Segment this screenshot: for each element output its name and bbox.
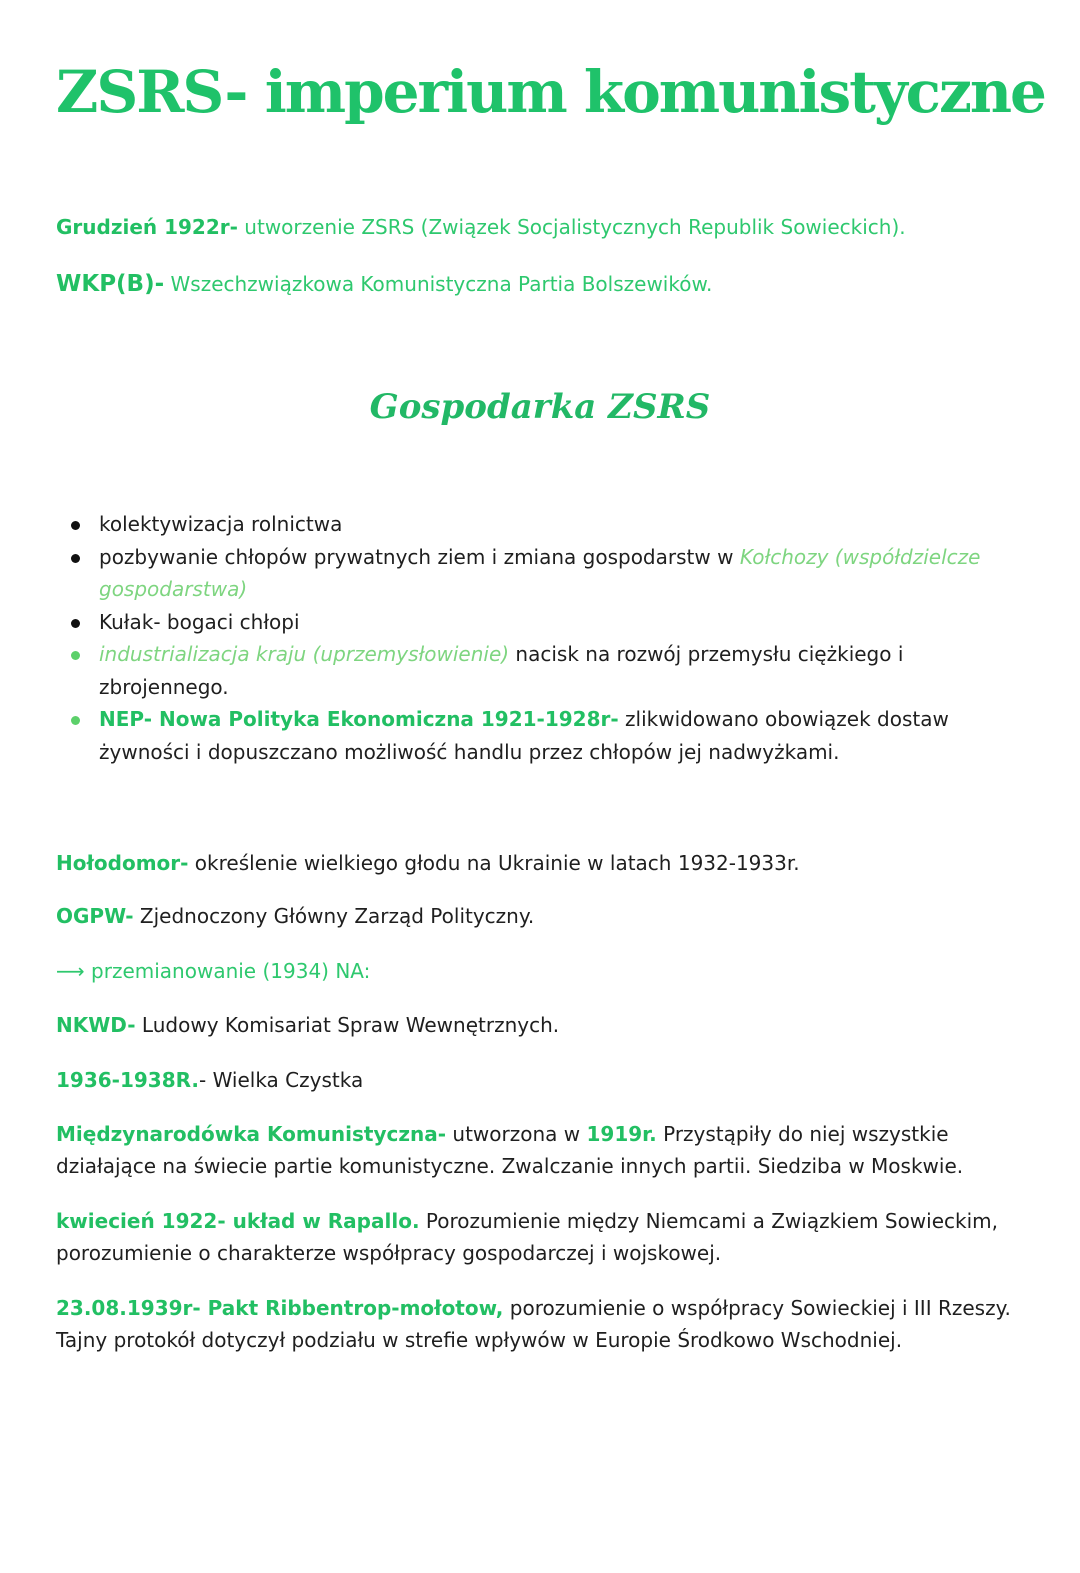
list-item xyxy=(56,508,1026,541)
term-great-purge xyxy=(56,1064,1026,1096)
term-rapallo xyxy=(56,1205,1026,1269)
bullet-highlight: Kołchozy (współdzielcze gospodarstwa) xyxy=(99,544,981,601)
term-definition: Ludowy Komisariat Spraw Wewnętrznych. xyxy=(135,1013,560,1037)
term-definition: określenie wielkiego głodu na Ukrainie w latach 1932-1933r. xyxy=(188,851,800,875)
bullet-text: kolektywizacja rolnictwa xyxy=(99,512,343,536)
term-key: NKWD- xyxy=(56,1013,136,1037)
bullet-text: pozbywanie chłopów prywatnych ziem i zmiana gospodarstw w xyxy=(99,544,740,569)
economy-bullet-list xyxy=(56,508,1026,768)
rename-text: przemianowanie (1934) NA: xyxy=(84,959,371,983)
bullet-text: Kułak- bogaci chłopi xyxy=(99,609,300,634)
term-ogpw xyxy=(56,900,1026,932)
rename-note xyxy=(56,955,1026,987)
bullet-highlight: industrializacja kraju (uprzemysłowienie) xyxy=(99,642,510,666)
bullet-icon xyxy=(71,651,80,660)
term-definition: Wszechzwiązkowa Komunistyczna Partia Bolszewików. xyxy=(164,272,713,296)
term-year: 1919r. xyxy=(586,1122,657,1146)
term-key: WKP(B)- xyxy=(56,271,165,297)
term-definition: utworzenie ZSRS (Związek Socjalistycznych Republik Sowieckich). xyxy=(237,215,906,239)
term-key: Międzynarodówka Komunistyczna- xyxy=(56,1122,447,1146)
bullet-icon xyxy=(71,521,80,530)
term-key: kwiecień 1922- układ w Rapallo. xyxy=(56,1209,420,1233)
term-definition-continued: Przystąpiły do niej wszystkie działające na świecie partie komunistyczne. Zwalczanie innych partii. Siedziba w Moskwie. xyxy=(56,1122,964,1178)
bullet-icon xyxy=(71,716,80,725)
bullet-text: nacisk na rozwój przemysłu ciężkiego i zbrojennego. xyxy=(99,642,904,699)
term-definition: Zjednoczony Główny Zarząd Polityczny. xyxy=(133,904,535,928)
term-key: 23.08.1939r- Pakt Ribbentrop-mołotow, xyxy=(56,1296,504,1320)
term-holodomor xyxy=(56,847,1026,879)
term-key: Grudzień 1922r- xyxy=(56,215,238,239)
term-definition: - Wielka Czystka xyxy=(199,1068,364,1092)
list-item xyxy=(56,606,1026,639)
section-title: Gospodarka ZSRS xyxy=(369,387,711,427)
term-definition: Porozumienie między Niemcami a Związkiem Sowieckim, porozumienie o charakterze współpracy gospodarczej i wojskowej. xyxy=(56,1209,998,1265)
bullet-icon xyxy=(71,554,80,563)
term-ribbentrop-molotov xyxy=(56,1292,1026,1356)
term-nkwd xyxy=(56,1009,1026,1041)
term-comintern xyxy=(56,1118,1026,1182)
list-item xyxy=(56,703,1026,768)
arrow-icon: ⟶ xyxy=(56,959,85,983)
intro-line-party xyxy=(56,268,1026,300)
bullet-key: NEP- Nowa Polityka Ekonomiczna 1921-1928r- xyxy=(99,707,619,731)
list-item xyxy=(56,541,1026,606)
term-key: 1936-1938R. xyxy=(56,1068,199,1092)
bullet-icon xyxy=(71,619,80,628)
term-key: OGPW- xyxy=(56,904,134,928)
term-definition: porozumienie o współpracy Sowieckiej i III Rzeszy. Tajny protokół dotyczył podziału w strefie wpływów w Europie Środkowo Wschodniej. xyxy=(56,1296,1011,1352)
term-key: Hołodomor- xyxy=(56,851,189,875)
bullet-text: zlikwidowano obowiązek dostaw żywności i dopuszczano możliwość handlu przez chłopów jej nadwyżkami. xyxy=(99,707,949,764)
intro-line-founding xyxy=(56,211,1026,243)
list-item xyxy=(56,638,1026,703)
term-definition: utworzona w xyxy=(446,1122,587,1146)
page-title: ZSRS- imperium komunistyczne xyxy=(56,58,1045,126)
